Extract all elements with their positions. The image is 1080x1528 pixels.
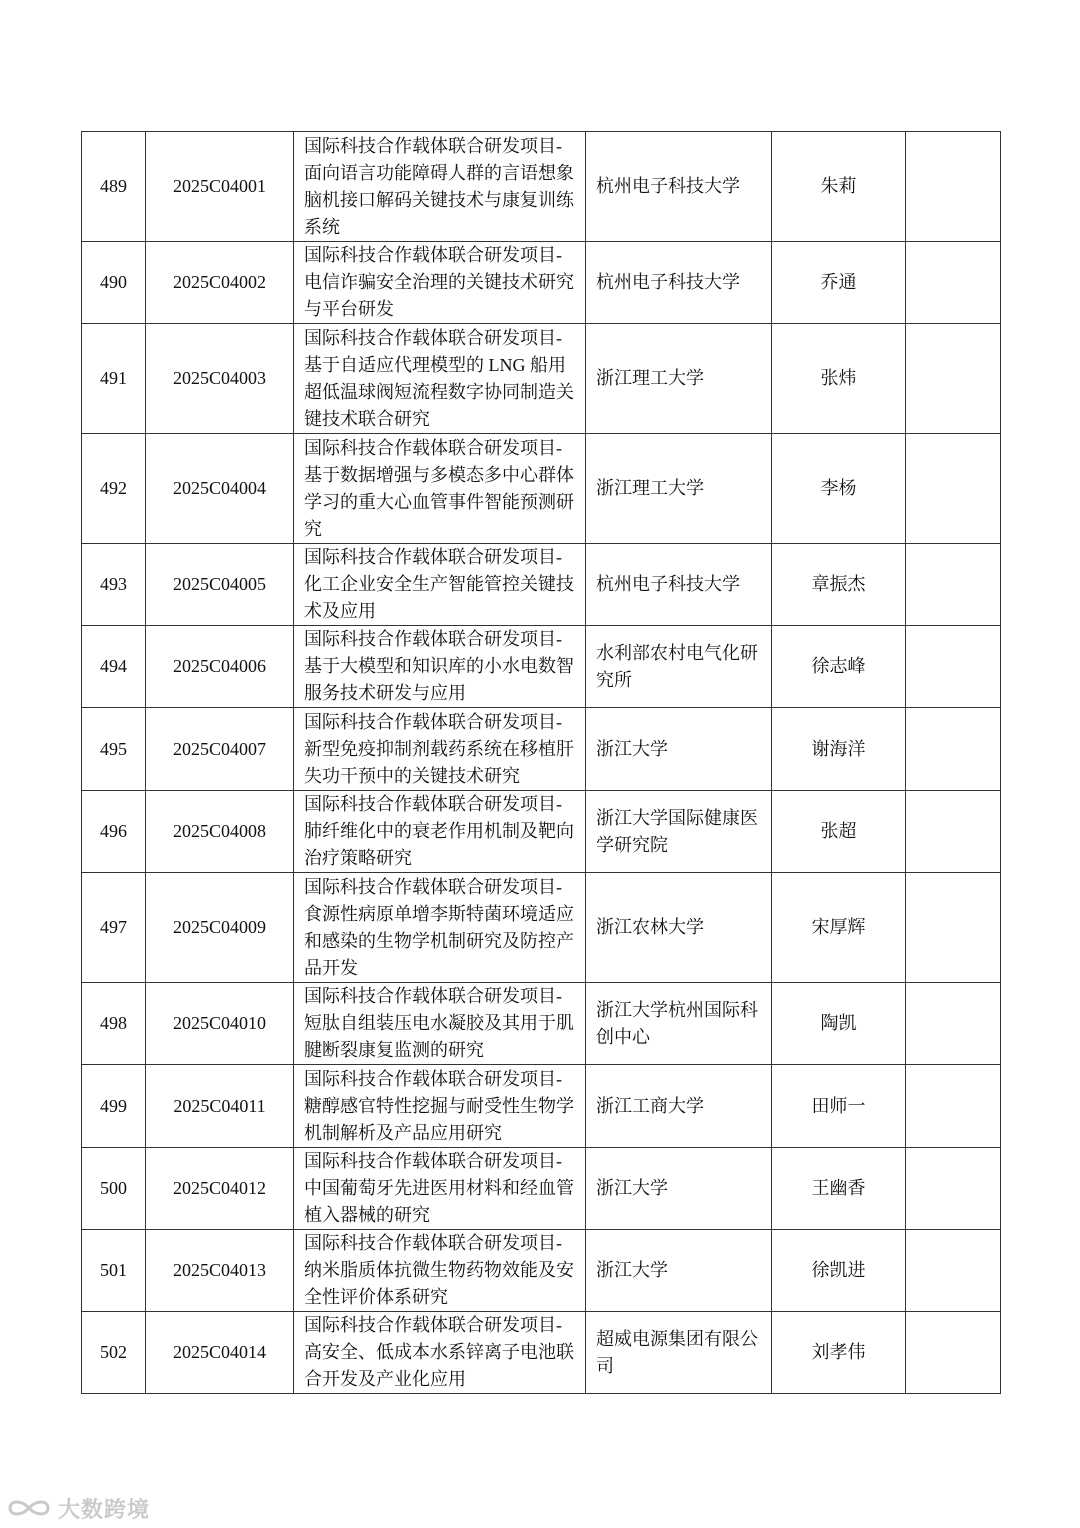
table-row xyxy=(82,544,1001,626)
remarks-cell xyxy=(906,1065,1001,1148)
row-number-cell: 496 xyxy=(82,791,146,873)
table-row xyxy=(82,1230,1001,1312)
remarks-cell xyxy=(906,708,1001,791)
table-row xyxy=(82,983,1001,1065)
project-leader-cell: 王幽香 xyxy=(772,1148,906,1230)
project-name-cell: 国际科技合作载体联合研发项目-基于自适应代理模型的 LNG 船用超低温球阀短流程数字协同制造关键技术联合研究 xyxy=(294,324,586,434)
project-name-cell: 国际科技合作载体联合研发项目-电信诈骗安全治理的关键技术研究与平台研发 xyxy=(294,242,586,324)
project-name-cell: 国际科技合作载体联合研发项目-中国葡萄牙先进医用材料和经血管植入器械的研究 xyxy=(294,1148,586,1230)
project-code-cell: 2025C04014 xyxy=(146,1312,294,1394)
project-leader-cell: 陶凯 xyxy=(772,983,906,1065)
remarks-cell xyxy=(906,324,1001,434)
project-name-cell: 国际科技合作载体联合研发项目-化工企业安全生产智能管控关键技术及应用 xyxy=(294,544,586,626)
project-name-cell: 国际科技合作载体联合研发项目-食源性病原单增李斯特菌环境适应和感染的生物学机制研究及防控产品开发 xyxy=(294,873,586,983)
project-code-cell: 2025C04007 xyxy=(146,708,294,791)
row-number-cell: 499 xyxy=(82,1065,146,1148)
remarks-cell xyxy=(906,791,1001,873)
project-code-cell: 2025C04011 xyxy=(146,1065,294,1148)
project-name-cell: 国际科技合作载体联合研发项目-糖醇感官特性挖掘与耐受性生物学机制解析及产品应用研究 xyxy=(294,1065,586,1148)
row-number-cell: 501 xyxy=(82,1230,146,1312)
table-row xyxy=(82,873,1001,983)
table-row xyxy=(82,242,1001,324)
organization-cell: 浙江大学 xyxy=(586,708,772,791)
organization-cell: 浙江理工大学 xyxy=(586,324,772,434)
table-row xyxy=(82,708,1001,791)
organization-cell: 浙江大学国际健康医学研究院 xyxy=(586,791,772,873)
remarks-cell xyxy=(906,544,1001,626)
project-name-cell: 国际科技合作载体联合研发项目-基于大模型和知识库的小水电数智服务技术研发与应用 xyxy=(294,626,586,708)
project-code-cell: 2025C04004 xyxy=(146,434,294,544)
row-number-cell: 493 xyxy=(82,544,146,626)
project-name-cell: 国际科技合作载体联合研发项目-短肽自组装压电水凝胶及其用于肌腱断裂康复监测的研究 xyxy=(294,983,586,1065)
organization-cell: 浙江大学 xyxy=(586,1148,772,1230)
project-leader-cell: 章振杰 xyxy=(772,544,906,626)
table-row xyxy=(82,626,1001,708)
remarks-cell xyxy=(906,132,1001,242)
project-code-cell: 2025C04013 xyxy=(146,1230,294,1312)
project-name-cell: 国际科技合作载体联合研发项目-肺纤维化中的衰老作用机制及靶向治疗策略研究 xyxy=(294,791,586,873)
row-number-cell: 502 xyxy=(82,1312,146,1394)
organization-cell: 水利部农村电气化研究所 xyxy=(586,626,772,708)
project-leader-cell: 张炜 xyxy=(772,324,906,434)
remarks-cell xyxy=(906,1312,1001,1394)
row-number-cell: 491 xyxy=(82,324,146,434)
project-leader-cell: 谢海洋 xyxy=(772,708,906,791)
organization-cell: 超威电源集团有限公司 xyxy=(586,1312,772,1394)
project-name-cell: 国际科技合作载体联合研发项目-高安全、低成本水系锌离子电池联合开发及产业化应用 xyxy=(294,1312,586,1394)
project-name-cell: 国际科技合作载体联合研发项目-新型免疫抑制剂载药系统在移植肝失功干预中的关键技术研究 xyxy=(294,708,586,791)
organization-cell: 浙江大学杭州国际科创中心 xyxy=(586,983,772,1065)
row-number-cell: 489 xyxy=(82,132,146,242)
table-row xyxy=(82,1312,1001,1394)
table-row xyxy=(82,434,1001,544)
project-code-cell: 2025C04006 xyxy=(146,626,294,708)
remarks-cell xyxy=(906,873,1001,983)
organization-cell: 杭州电子科技大学 xyxy=(586,544,772,626)
remarks-cell xyxy=(906,1230,1001,1312)
table-row xyxy=(82,1065,1001,1148)
remarks-cell xyxy=(906,1148,1001,1230)
project-code-cell: 2025C04008 xyxy=(146,791,294,873)
organization-cell: 浙江大学 xyxy=(586,1230,772,1312)
remarks-cell xyxy=(906,242,1001,324)
table-row xyxy=(82,1148,1001,1230)
table-body xyxy=(82,132,1001,1394)
watermark xyxy=(6,1492,150,1524)
row-number-cell: 497 xyxy=(82,873,146,983)
project-code-cell: 2025C04003 xyxy=(146,324,294,434)
project-leader-cell: 田师一 xyxy=(772,1065,906,1148)
project-name-cell: 国际科技合作载体联合研发项目-纳米脂质体抗微生物药物效能及安全性评价体系研究 xyxy=(294,1230,586,1312)
project-code-cell: 2025C04005 xyxy=(146,544,294,626)
project-code-cell: 2025C04001 xyxy=(146,132,294,242)
organization-cell: 浙江工商大学 xyxy=(586,1065,772,1148)
project-leader-cell: 徐凯进 xyxy=(772,1230,906,1312)
remarks-cell xyxy=(906,983,1001,1065)
organization-cell: 浙江理工大学 xyxy=(586,434,772,544)
project-leader-cell: 宋厚辉 xyxy=(772,873,906,983)
infinity-logo-icon xyxy=(6,1495,52,1521)
row-number-cell: 495 xyxy=(82,708,146,791)
project-code-cell: 2025C04012 xyxy=(146,1148,294,1230)
organization-cell: 杭州电子科技大学 xyxy=(586,242,772,324)
row-number-cell: 490 xyxy=(82,242,146,324)
table-row xyxy=(82,791,1001,873)
organization-cell: 浙江农林大学 xyxy=(586,873,772,983)
project-leader-cell: 徐志峰 xyxy=(772,626,906,708)
row-number-cell: 492 xyxy=(82,434,146,544)
row-number-cell: 500 xyxy=(82,1148,146,1230)
project-code-cell: 2025C04010 xyxy=(146,983,294,1065)
table-row xyxy=(82,324,1001,434)
remarks-cell xyxy=(906,626,1001,708)
project-name-cell: 国际科技合作载体联合研发项目-基于数据增强与多模态多中心群体学习的重大心血管事件智能预测研究 xyxy=(294,434,586,544)
project-code-cell: 2025C04009 xyxy=(146,873,294,983)
project-leader-cell: 乔通 xyxy=(772,242,906,324)
table-row xyxy=(82,132,1001,242)
project-table xyxy=(81,131,1001,1394)
project-code-cell: 2025C04002 xyxy=(146,242,294,324)
organization-cell: 杭州电子科技大学 xyxy=(586,132,772,242)
row-number-cell: 498 xyxy=(82,983,146,1065)
project-leader-cell: 朱莉 xyxy=(772,132,906,242)
project-leader-cell: 刘孝伟 xyxy=(772,1312,906,1394)
watermark-text: 大数跨境 xyxy=(58,1497,151,1523)
project-name-cell: 国际科技合作载体联合研发项目-面向语言功能障碍人群的言语想象脑机接口解码关键技术与康复训练系统 xyxy=(294,132,586,242)
row-number-cell: 494 xyxy=(82,626,146,708)
project-leader-cell: 张超 xyxy=(772,791,906,873)
remarks-cell xyxy=(906,434,1001,544)
project-leader-cell: 李杨 xyxy=(772,434,906,544)
